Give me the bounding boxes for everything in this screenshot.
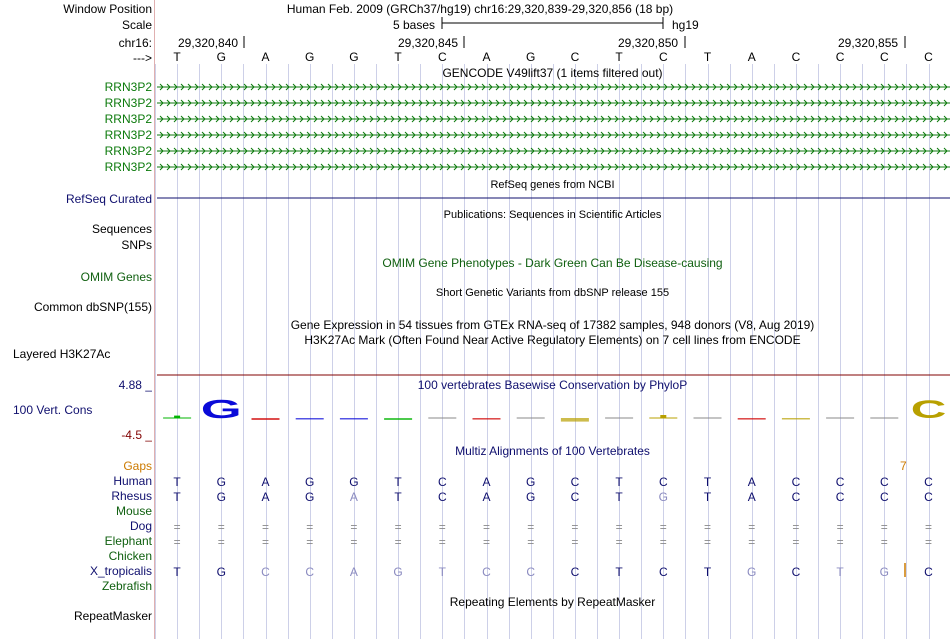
- phylop-bar: [782, 418, 810, 420]
- alignment-base: =: [792, 520, 800, 534]
- gencode-row-label[interactable]: RRN3P2: [104, 128, 152, 142]
- phylop-bar: [738, 418, 766, 420]
- alignment-base: =: [261, 535, 270, 549]
- h3k27ac-title: H3K27Ac Mark (Often Found Near Active Regulatory Elements) on 7 cell lines from ENCODE: [304, 333, 801, 347]
- alignment-base: T: [173, 490, 181, 504]
- sequence-base: T: [703, 50, 712, 64]
- sequence-base: G: [526, 50, 536, 64]
- alignment-base: C: [835, 475, 845, 489]
- alignment-base: C: [437, 475, 447, 489]
- alignment-base: =: [880, 520, 888, 534]
- species-label-rhesus[interactable]: Rhesus: [111, 489, 152, 503]
- alignment-base: G: [747, 565, 757, 579]
- alignment-base: =: [438, 535, 446, 549]
- dbsnp-label[interactable]: Common dbSNP(155): [33, 300, 152, 314]
- assembly-label: hg19: [672, 18, 699, 32]
- alignment-base: G: [216, 490, 226, 504]
- alignment-base: C: [570, 490, 580, 504]
- alignment-base: A: [747, 490, 756, 504]
- alignment-base: T: [703, 475, 712, 489]
- species-label-mouse[interactable]: Mouse: [115, 504, 152, 518]
- alignment-base: C: [924, 565, 933, 579]
- alignment-base: =: [748, 520, 756, 534]
- sequence-base: G: [349, 50, 359, 64]
- gencode-row-label[interactable]: RRN3P2: [104, 160, 152, 174]
- alignment-base: =: [527, 520, 535, 534]
- alignment-base: C: [526, 565, 536, 579]
- species-label-dog[interactable]: Dog: [129, 519, 152, 533]
- phylop-max-label: 4.88 _: [118, 378, 152, 392]
- species-label-elephant[interactable]: Elephant: [104, 534, 152, 548]
- sequence-base: A: [482, 50, 491, 64]
- alignment-base: =: [217, 520, 225, 534]
- alignment-base: C: [570, 565, 580, 579]
- window-position-label: Window Position: [63, 2, 152, 16]
- alignment-base: A: [261, 475, 270, 489]
- alignment-base: A: [747, 475, 756, 489]
- phylop-logo-letter: C: [910, 396, 947, 424]
- alignment-base: G: [349, 475, 359, 489]
- alignment-base: C: [791, 475, 801, 489]
- alignment-base: C: [482, 565, 491, 579]
- alignment-base: =: [306, 535, 314, 549]
- coord-label-4: 29,320,855: [838, 36, 899, 50]
- phylop-bar: [296, 418, 324, 420]
- sequence-base: C: [791, 50, 801, 64]
- alignment-base: G: [526, 475, 536, 489]
- alignment-base: G: [393, 565, 403, 579]
- alignment-base: =: [394, 520, 402, 534]
- alignment-base: C: [437, 490, 447, 504]
- alignment-base: =: [836, 520, 844, 534]
- alignment-base: =: [924, 520, 933, 534]
- sequence-base: C: [570, 50, 580, 64]
- alignment-base: T: [394, 490, 402, 504]
- alignment-base: =: [615, 535, 623, 549]
- alignment-base: =: [306, 520, 314, 534]
- gencode-row-label[interactable]: RRN3P2: [104, 144, 152, 158]
- alignment-base: C: [879, 490, 889, 504]
- sequence-base: C: [879, 50, 889, 64]
- strand-label: --->: [133, 51, 152, 65]
- alignment-base: =: [792, 535, 800, 549]
- alignment-base: =: [659, 535, 667, 549]
- sequence-base: A: [747, 50, 756, 64]
- coord-label-1: 29,320,840: [178, 36, 239, 50]
- alignment-base: T: [703, 565, 712, 579]
- alignment-base: C: [791, 490, 801, 504]
- sequence-base: C: [658, 50, 668, 64]
- snps-label[interactable]: SNPs: [121, 238, 152, 252]
- dbsnp-title: Short Genetic Variants from dbSNP release 155: [435, 287, 670, 299]
- alignment-base: =: [438, 520, 446, 534]
- sequence-base: C: [437, 50, 447, 64]
- alignment-base: G: [879, 565, 889, 579]
- alignment-base: C: [658, 475, 668, 489]
- phylop-bar: [340, 418, 368, 420]
- alignment-base: =: [173, 520, 181, 534]
- alignment-base: =: [924, 535, 933, 549]
- coord-label-3: 29,320,850: [618, 36, 679, 50]
- sequence-base: C: [924, 50, 933, 64]
- alignment-base: T: [173, 565, 181, 579]
- alignment-base: C: [835, 490, 845, 504]
- alignment-base: =: [659, 520, 667, 534]
- alignment-base: T: [703, 490, 712, 504]
- alignment-base: =: [482, 535, 491, 549]
- alignment-base: T: [615, 490, 623, 504]
- omim-label[interactable]: OMIM Genes: [80, 270, 152, 284]
- alignment-base: T: [836, 565, 844, 579]
- phylop-bar: [384, 418, 412, 420]
- alignment-base: C: [570, 475, 580, 489]
- gaps-label: Gaps: [123, 459, 152, 473]
- publications-title: Publications: Sequences in Scientific Articles: [443, 209, 662, 221]
- alignment-base: =: [703, 520, 712, 534]
- gap-marker: 7: [900, 459, 907, 473]
- phylop-bar: [561, 418, 589, 422]
- alignment-base: G: [216, 475, 226, 489]
- alignment-base: C: [261, 565, 270, 579]
- alignment-base: G: [526, 490, 536, 504]
- alignment-base: A: [482, 490, 491, 504]
- alignment-base: =: [350, 520, 358, 534]
- phylop-logo-letter: G: [200, 393, 242, 424]
- alignment-base: =: [615, 520, 623, 534]
- alignment-base: =: [350, 535, 358, 549]
- alignment-base: C: [658, 565, 668, 579]
- gtex-title: Gene Expression in 54 tissues from GTEx RNA-seq of 17382 samples, 948 donors (V8, Aug 2019): [290, 318, 815, 332]
- species-label-human[interactable]: Human: [113, 474, 152, 488]
- phylop-bar: [252, 418, 280, 420]
- sequence-base: T: [173, 50, 181, 64]
- alignment-base: =: [571, 535, 579, 549]
- alignment-base: G: [305, 490, 315, 504]
- alignment-base: =: [261, 520, 270, 534]
- alignment-base: =: [394, 535, 402, 549]
- alignment-base: A: [349, 565, 358, 579]
- alignment-base: =: [571, 520, 579, 534]
- scale-label: Scale: [121, 18, 152, 32]
- sequences-label[interactable]: Sequences: [91, 222, 152, 236]
- gencode-row-label[interactable]: RRN3P2: [104, 96, 152, 110]
- alignment-base: A: [349, 490, 358, 504]
- species-label-chicken[interactable]: Chicken: [108, 549, 152, 563]
- phylop-bar: [473, 418, 501, 420]
- phylop-title: 100 vertebrates Basewise Conservation by PhyloP: [417, 378, 688, 392]
- alignment-base: G: [216, 565, 226, 579]
- alignment-base: =: [748, 535, 756, 549]
- alignment-base: C: [924, 490, 933, 504]
- coord-label-2: 29,320,845: [398, 36, 459, 50]
- alignment-base: T: [438, 565, 446, 579]
- alignment-base: G: [305, 475, 315, 489]
- gencode-row-label[interactable]: RRN3P2: [104, 80, 152, 94]
- alignment-base: C: [791, 565, 801, 579]
- alignment-base: T: [615, 475, 623, 489]
- alignment-base: G: [658, 490, 668, 504]
- sequence-base: T: [394, 50, 402, 64]
- alignment-base: =: [836, 535, 844, 549]
- position-text: Human Feb. 2009 (GRCh37/hg19) chr16:29,320,839-29,320,856 (18 bp): [286, 2, 674, 16]
- alignment-base: =: [703, 535, 712, 549]
- sequence-base: G: [216, 50, 226, 64]
- h3k27ac-label[interactable]: Layered H3K27Ac: [13, 347, 111, 361]
- sequence-base: C: [835, 50, 845, 64]
- sequence-base: A: [261, 50, 270, 64]
- alignment-base: T: [615, 565, 623, 579]
- sequence-base: G: [305, 50, 315, 64]
- species-label-x-tropicalis[interactable]: X_tropicalis: [89, 564, 152, 578]
- chrom-label: chr16:: [118, 36, 152, 50]
- alignment-base: =: [217, 535, 225, 549]
- phylop-label[interactable]: 100 Vert. Cons: [13, 403, 93, 417]
- refseq-label[interactable]: RefSeq Curated: [65, 192, 152, 206]
- sequence-base: T: [615, 50, 623, 64]
- refseq-title: RefSeq genes from NCBI: [490, 179, 615, 191]
- alignment-base: T: [394, 475, 402, 489]
- repeatmasker-title: Repeating Elements by RepeatMasker: [449, 595, 656, 609]
- gencode-row-label[interactable]: RRN3P2: [104, 112, 152, 126]
- phylop-min-label: -4.5 _: [121, 428, 152, 442]
- alignment-base: C: [879, 475, 889, 489]
- alignment-base: A: [261, 490, 270, 504]
- alignment-base: =: [482, 520, 491, 534]
- alignment-base: T: [173, 475, 181, 489]
- alignment-base: =: [880, 535, 888, 549]
- alignment-base: A: [482, 475, 491, 489]
- scale-text: 5 bases: [393, 18, 436, 32]
- species-label-zebrafish[interactable]: Zebrafish: [101, 579, 152, 593]
- alignment-base: =: [173, 535, 181, 549]
- gencode-title: GENCODE V49lift37 (1 items filtered out): [442, 66, 663, 80]
- alignment-base: C: [305, 565, 315, 579]
- multiz-title: Multiz Alignments of 100 Vertebrates: [455, 444, 650, 458]
- alignment-base: C: [924, 475, 933, 489]
- omim-title: OMIM Gene Phenotypes - Dark Green Can Be Disease-causing: [382, 256, 723, 270]
- repeatmasker-label[interactable]: RepeatMasker: [73, 609, 152, 623]
- alignment-base: =: [527, 535, 535, 549]
